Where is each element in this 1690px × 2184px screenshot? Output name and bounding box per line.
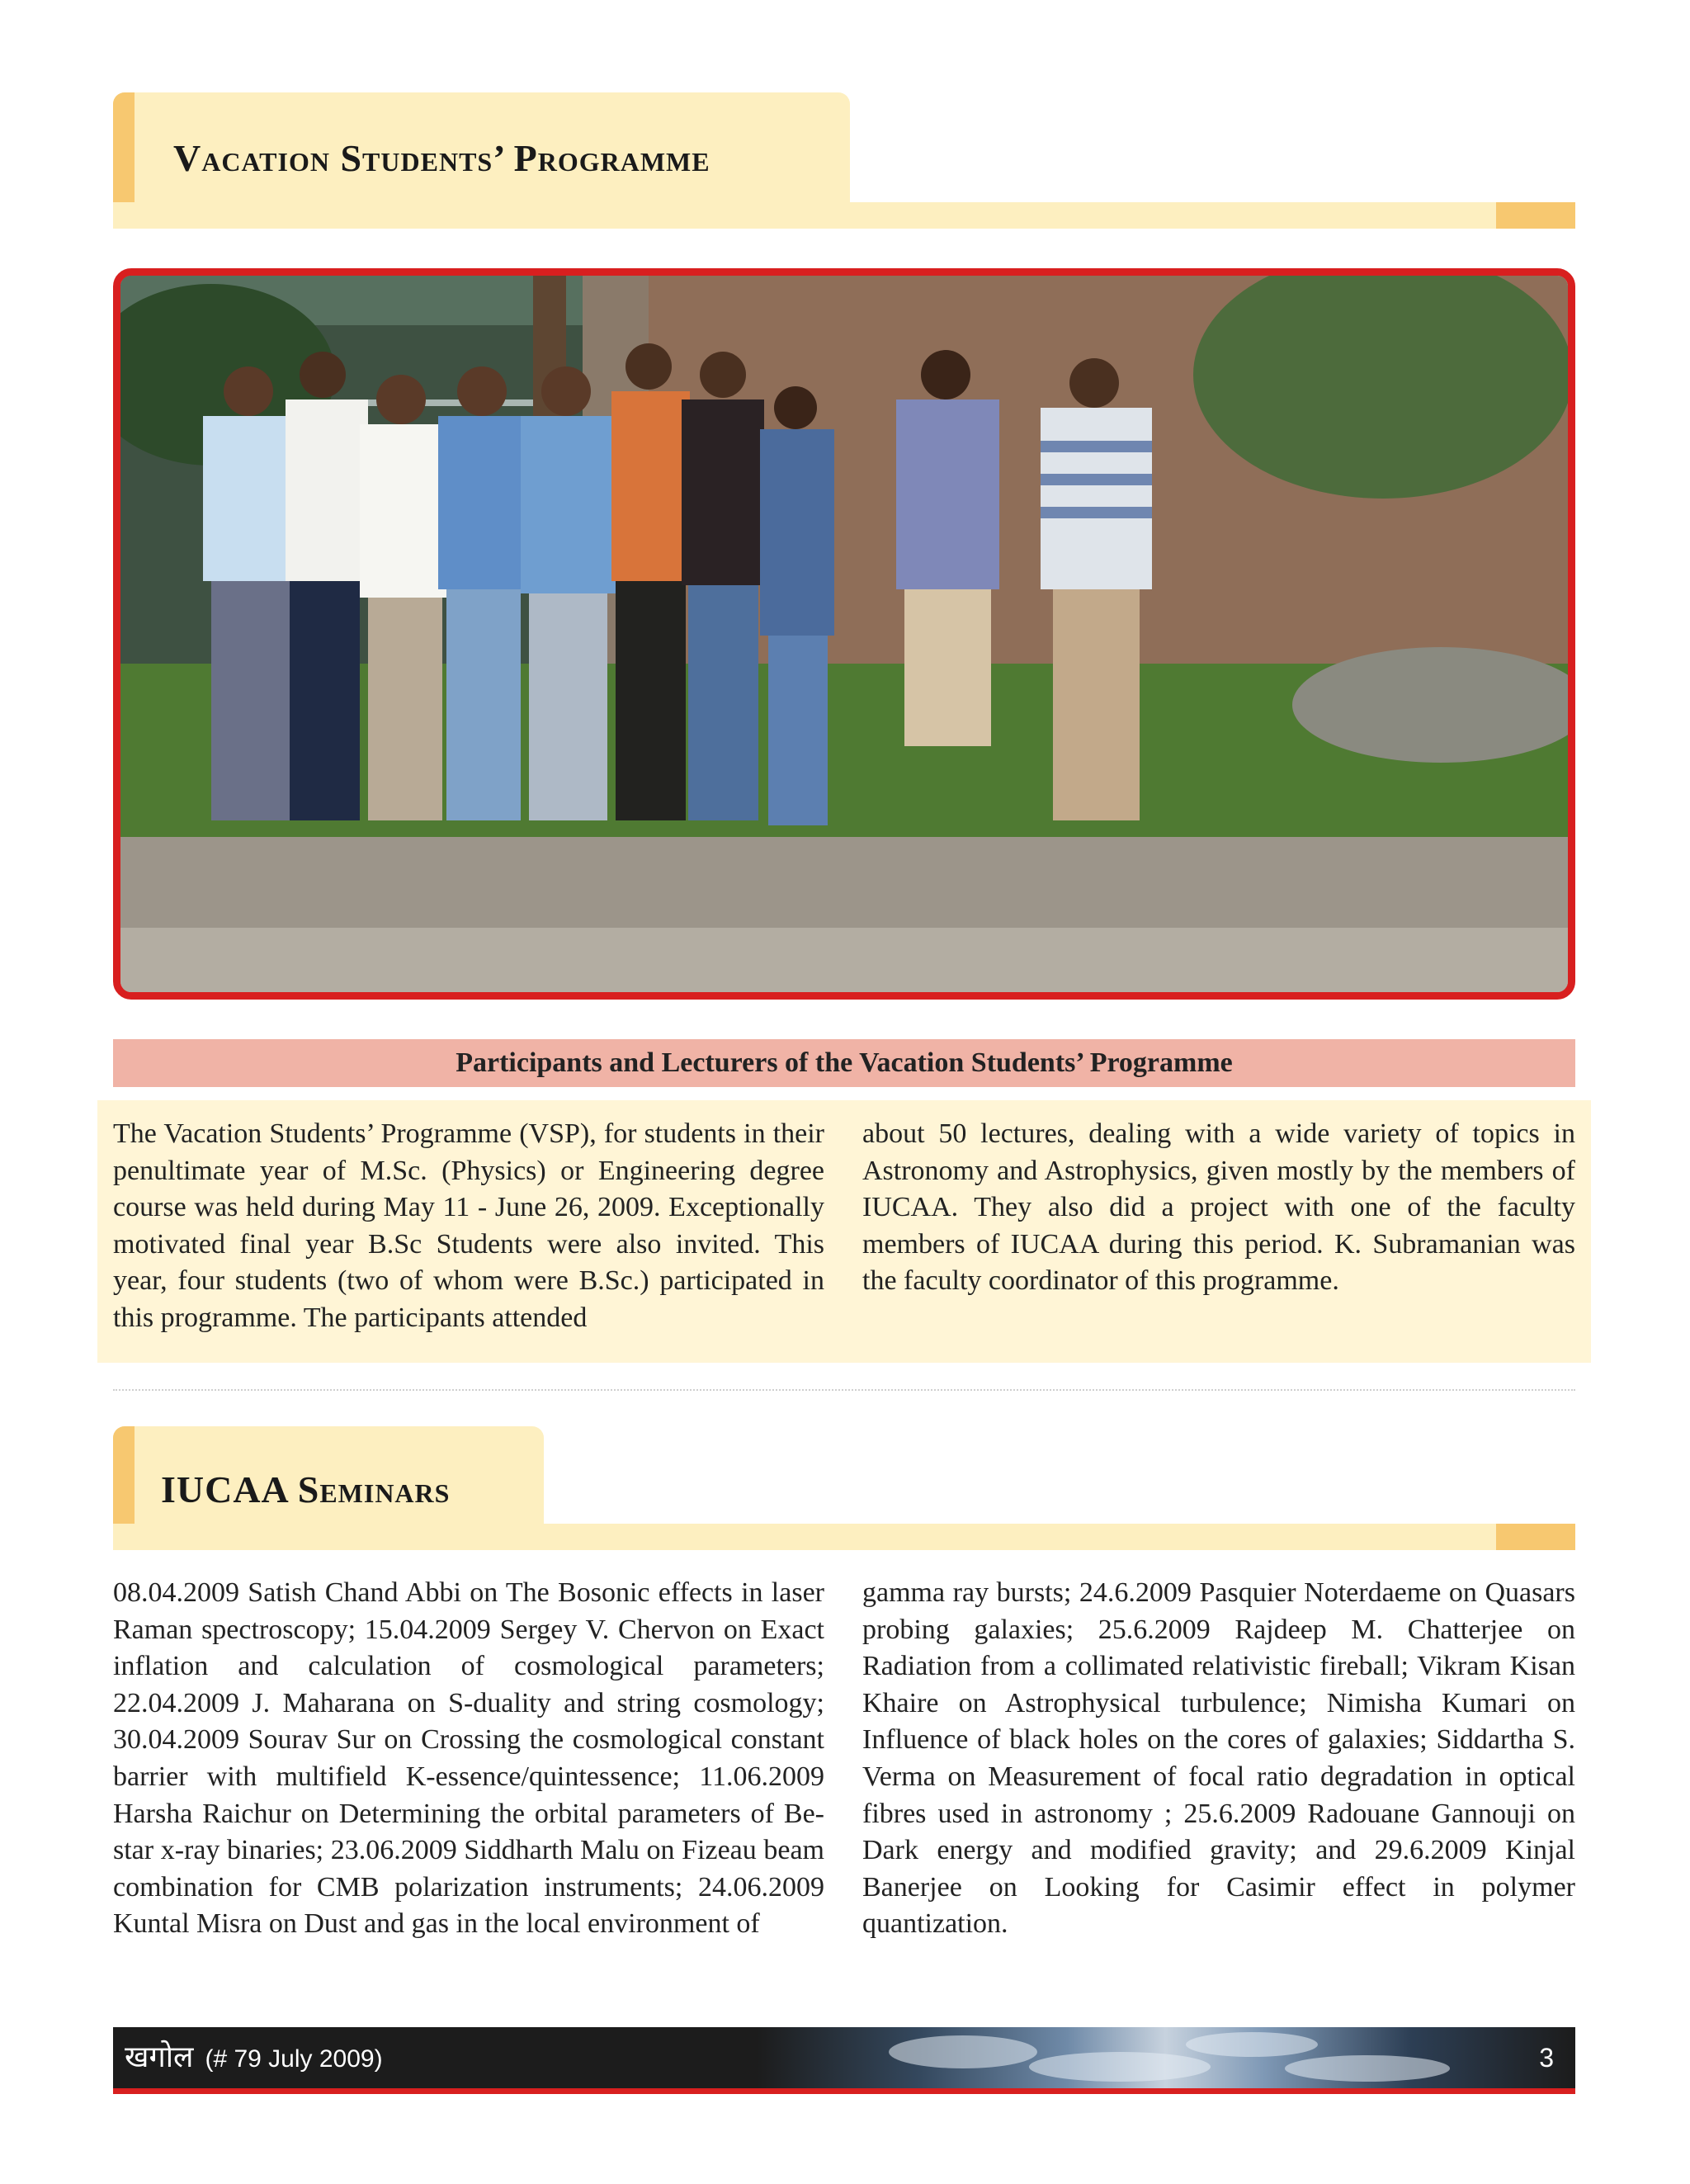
earth-image	[757, 2027, 1574, 2088]
header-rule-end	[1496, 1524, 1575, 1550]
page-number: 3	[1539, 2043, 1554, 2073]
seminars-body-col1: 08.04.2009 Satish Chand Abbi on The Bosonic effects in laser Raman spectroscopy; 15.04.2009 Sergey V. Chervon on Exact inflation and calculation of cosmological parameters; 22.04.2009 J. Maharana on S-duality and string cosmology; 30.04.2009 Sourav Sur on Crossing the cosmological constant barrier with multifield K-essence/quintessence; 11.06.2009 Harsha Raichur on Determining the orbital parameters of Be-star x-ray binaries; 23.06.2009 Siddharth Malu on Fizeau beam combination for CMB polarization instruments; 24.06.2009 Kuntal Misra on Dust and gas in the local environment of	[113, 1577, 824, 1940]
vsp-header-rule	[113, 202, 1575, 229]
group-photo-image	[120, 276, 1568, 992]
seminars-body-col2: gamma ray bursts; 24.6.2009 Pasquier Noterdaeme on Quasars probing galaxies; 25.6.2009 Rajdeep M. Chatterjee on Radiation from a collimated relativistic fireball; Vikram Kisan Khaire on Astrophysical turbulence; Nimisha Kumari on Influence of black holes on the cores of galaxies; Siddartha S. Verma on Measurement of focal ratio degradation in optical fibres used in astronomy ; 25.6.2009 Radouane Gannouji on Dark energy and modified gravity; and 29.6.2009 Kinjal Banerjee on Looking for Casimir effect in polymer quantization.	[862, 1577, 1575, 1940]
group-photo	[113, 268, 1575, 1000]
footer-bar	[113, 2027, 1575, 2088]
journal-title: खगोल	[125, 2040, 194, 2074]
section-divider	[113, 1389, 1575, 1391]
footer-label	[125, 2027, 383, 2088]
issue-info: (# 79 July 2009)	[205, 2045, 383, 2073]
footer-red-rule	[113, 2088, 1575, 2094]
vsp-heading: Vacation Students’ Programme	[173, 137, 710, 179]
vsp-body-col1: The Vacation Students’ Programme (VSP), for students in their penultimate year of M.Sc. (Physics) or Engineering degree course was held during May 11 - June 26, 2009. Exceptionally motivated final year B.Sc Students were also invited. This year, four students (two of whom were B.Sc.) participated in this programme. The participants attended	[113, 1118, 824, 1333]
seminars-header-rule	[113, 1524, 1575, 1550]
header-rule-end	[1496, 202, 1575, 229]
seminars-heading: IUCAA Seminars	[161, 1468, 451, 1510]
vsp-body-col2: about 50 lectures, dealing with a wide variety of topics in Astronomy and Astrophysics, given mostly by the members of IUCAA. They also did a project with one of the faculty members of IUCAA during this period. K. Subramanian was the faculty coordinator of this programme.	[862, 1118, 1575, 1297]
photo-caption: Participants and Lecturers of the Vacation Students’ Programme	[113, 1039, 1575, 1087]
